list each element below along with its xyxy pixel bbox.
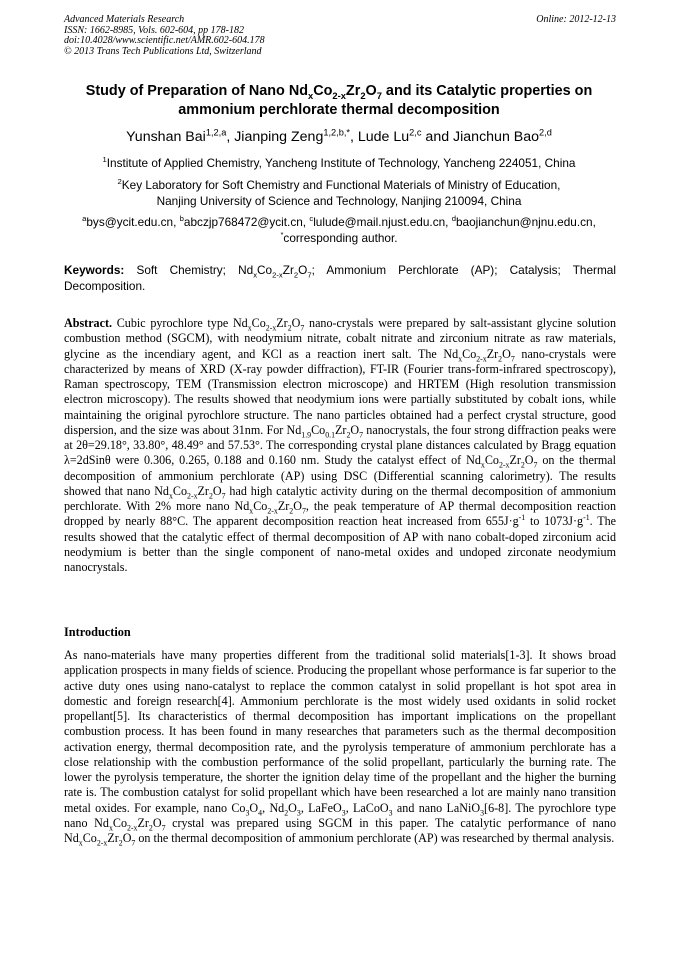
journal-name: Advanced Materials Research [64, 14, 185, 25]
journal-header [64, 15, 616, 57]
chemical-formula: $Nd_xCo_{2-x}Zr_2O_7$ [64, 831, 136, 848]
chemical-formula: $Nd_xCo_{2-x}Zr_2O_7$ [466, 453, 538, 470]
author-name: , Lude Lu [350, 129, 410, 145]
author-name: and Jianchun Bao [421, 129, 540, 145]
email-link[interactable]: abczjp768472@ycit.cn, [183, 215, 310, 229]
email-link[interactable]: bys@ycit.edu.cn, [86, 215, 180, 229]
keywords-section: Keywords: Soft Chemistry; $Nd_xCo_{2-x}Zr_2O_7$; Ammonium Perchlorate (AP); Catalysis; Thermal Decomposition. [64, 263, 616, 293]
chemical-formula: $Nd_xCo_{2-x}Zr_2O_7$ [232, 316, 305, 333]
abstract-section: Abstract. Cubic pyrochlore type $Nd_xCo_{2-x}Zr_2O_7$ nano-crystals were prepared by salt-assistant glycine solution combustion method (SGCM), with neodymium nitrate, cobalt nitrate and zirconium nitrate as raw materials, glycine as the incendiary agent, and KCl as a reaction inert salt. The $Nd_xCo_{2-x}Zr_2O_7$ nano-crystals were characterized by means of XRD (X-ray powder diffraction), FT-IR (Fourier trans-form-infrared spectroscopy), Raman spectroscopy, TEM (Transmission electron microscope) and HRTEM (High resolution transmission electron microscopy). The results showed that neodymium ions were partially substituted by cobalt ions, while maintaining the original pyrochlore structure. The nano particles obtained had a perfect crystal structure, good dispersion, and the size was about 31nm. For $Nd_{1.9}Co_{0.1}Zr_2O_7$ nanocrystals, the four strong diffraction peaks were at 2θ=29.18°, 33.80°, 48.49° and 57.53°. The corresponding crystal plane distances calculated by Bragg equation λ=2dSinθ were 0.306, 0.265, 0.188 and 0.160 nm. Study the catalyst effect of $Nd_xCo_{2-x}Zr_2O_7$ on the thermal decomposition of ammonium perchlorate (AP) using DSC (Differential scanning calorimetry). The results showed that nano $Nd_xCo_{2-x}Zr_2O_7$ had high catalytic activity during on the thermal decomposition of ammonium perchlorate. With 2% more nano $Nd_xCo_{2-x}Zr_2O_7$, the peak temperature of AP thermal decomposition reaction dropped by nearly 88°C. The apparent decomposition reaction heat increased from $655J\cdot g^{-1}$ to $1073J\cdot g^{-1}$. The results showed that the catalytic effect of thermal decomposition of AP with nano cobalt-doped zirconium acid neodymium is better than the single component of nano-metal oxides and undoped zirconate neodymium nanocrystals. [64, 316, 617, 574]
author-name: Yunshan Bai [126, 129, 206, 145]
chemical-formula: $Nd_{1.9}Co_{0.1}Zr_2O_7$ [286, 422, 364, 440]
affiliation-2: $^2$Key Laboratory for Soft Chemistry and Functional Materials of Ministry of Education, Nanjing University of Science and Technology, Nanjing 210094, China [117, 177, 561, 208]
email-link[interactable]: baojianchun@njnu.edu.cn, [456, 215, 596, 229]
chemical-formula: $Nd_xCo_{2-x}Zr_2O_7$ [154, 483, 226, 501]
corresponding-author-note: corresponding author. [283, 230, 398, 245]
chemical-formula: $Nd_xCo_{2-x}Zr_2O_7$ [94, 815, 166, 833]
author-name: , Jianping Zeng [226, 129, 324, 145]
keywords-label: Keywords: [64, 263, 125, 277]
introduction-heading: Introduction [64, 625, 131, 639]
chemical-formula: $Nd_xCo_{2-x}Zr_2O_7$ [234, 499, 306, 516]
issn-line: ISSN: 1662-8985, Vols. 602-604, pp 178-182 [64, 24, 244, 36]
affiliation-1: $^1$Institute of Applied Chemistry, Yancheng Institute of Technology, Yancheng 224051, China [102, 155, 576, 170]
introduction-body: As nano-materials have many properties different from the traditional solid materials[1-3]. It shows broad application prospects in many fields of science. Producing the propellant whose performance is far superior to the active duty ones using nano-catalyst to replace the common catalyst in solid propellant is hot spot area in domestic and foreign research[4]. Ammonium perchlorate is the most widely used oxidants in solid rocket propellant[5]. Its characteristics of thermal decomposition has important implications on the propellant combustion process. It has been found in many researches that parameters such as the thermal decomposition activation energy, thermal decomposition rate, and the pyrolysis temperature of ammonium perchlorate has a close relationship with the combustion performance of the solid propellant, particularly the burning rate. The lower the pyrolysis temperature, the shorter the ignition delay time of the propellant and the higher the burning rate is. The combustion catalyst for solid propellant which have been researched a lot are mainly nano transition metal oxides. For example, nano $Co_3O_4$, $Nd_2O_3$, LaFeO$_3$, LaCoO$_3$ and nano LaNiO$_3$[6-8]. The pyrochlore type nano $Nd_xCo_{2-x}Zr_2O_7$ crystal was prepared using SGCM in this paper. The catalytic performance of nano $Nd_xCo_{2-x}Zr_2O_7$ on the thermal decomposition of ammonium perchlorate (AP) was researched by thermal analysis. [64, 648, 616, 848]
chemical-formula: $Nd_xCo_{2-x}Zr_2O_7$ [443, 346, 515, 363]
doi-line: doi:10.4028/www.scientific.net/AMR.602-604.178 [64, 35, 265, 47]
copyright-line: © 2013 Trans Tech Publications Ltd, Switzerland [64, 45, 262, 57]
author-list: Yunshan Bai$^{1,2,a}$, Jianping Zeng$^{1,2,b,*}$, Lude Lu$^{2,c}$ and Jianchun Bao$^{2,d}$ [126, 127, 552, 145]
online-date: Online: 2012-12-13 [536, 14, 616, 25]
paper-title: Study of Preparation of Nano $Nd_xCo_{2-x}Zr_2O_7$ and its Catalytic properties on ammonium perchlorate thermal decomposition [85, 83, 593, 118]
author-emails: $^a$bys@ycit.edu.cn, $^b$abczjp768472@ycit.cn, $^c$lulude@mail.njust.edu.cn, $^d$baojianchun@njnu.edu.cn, *corresponding author. [82, 214, 596, 245]
abstract-label: Abstract. [64, 316, 113, 330]
email-link[interactable]: lulude@mail.njust.edu.cn, [313, 215, 452, 229]
